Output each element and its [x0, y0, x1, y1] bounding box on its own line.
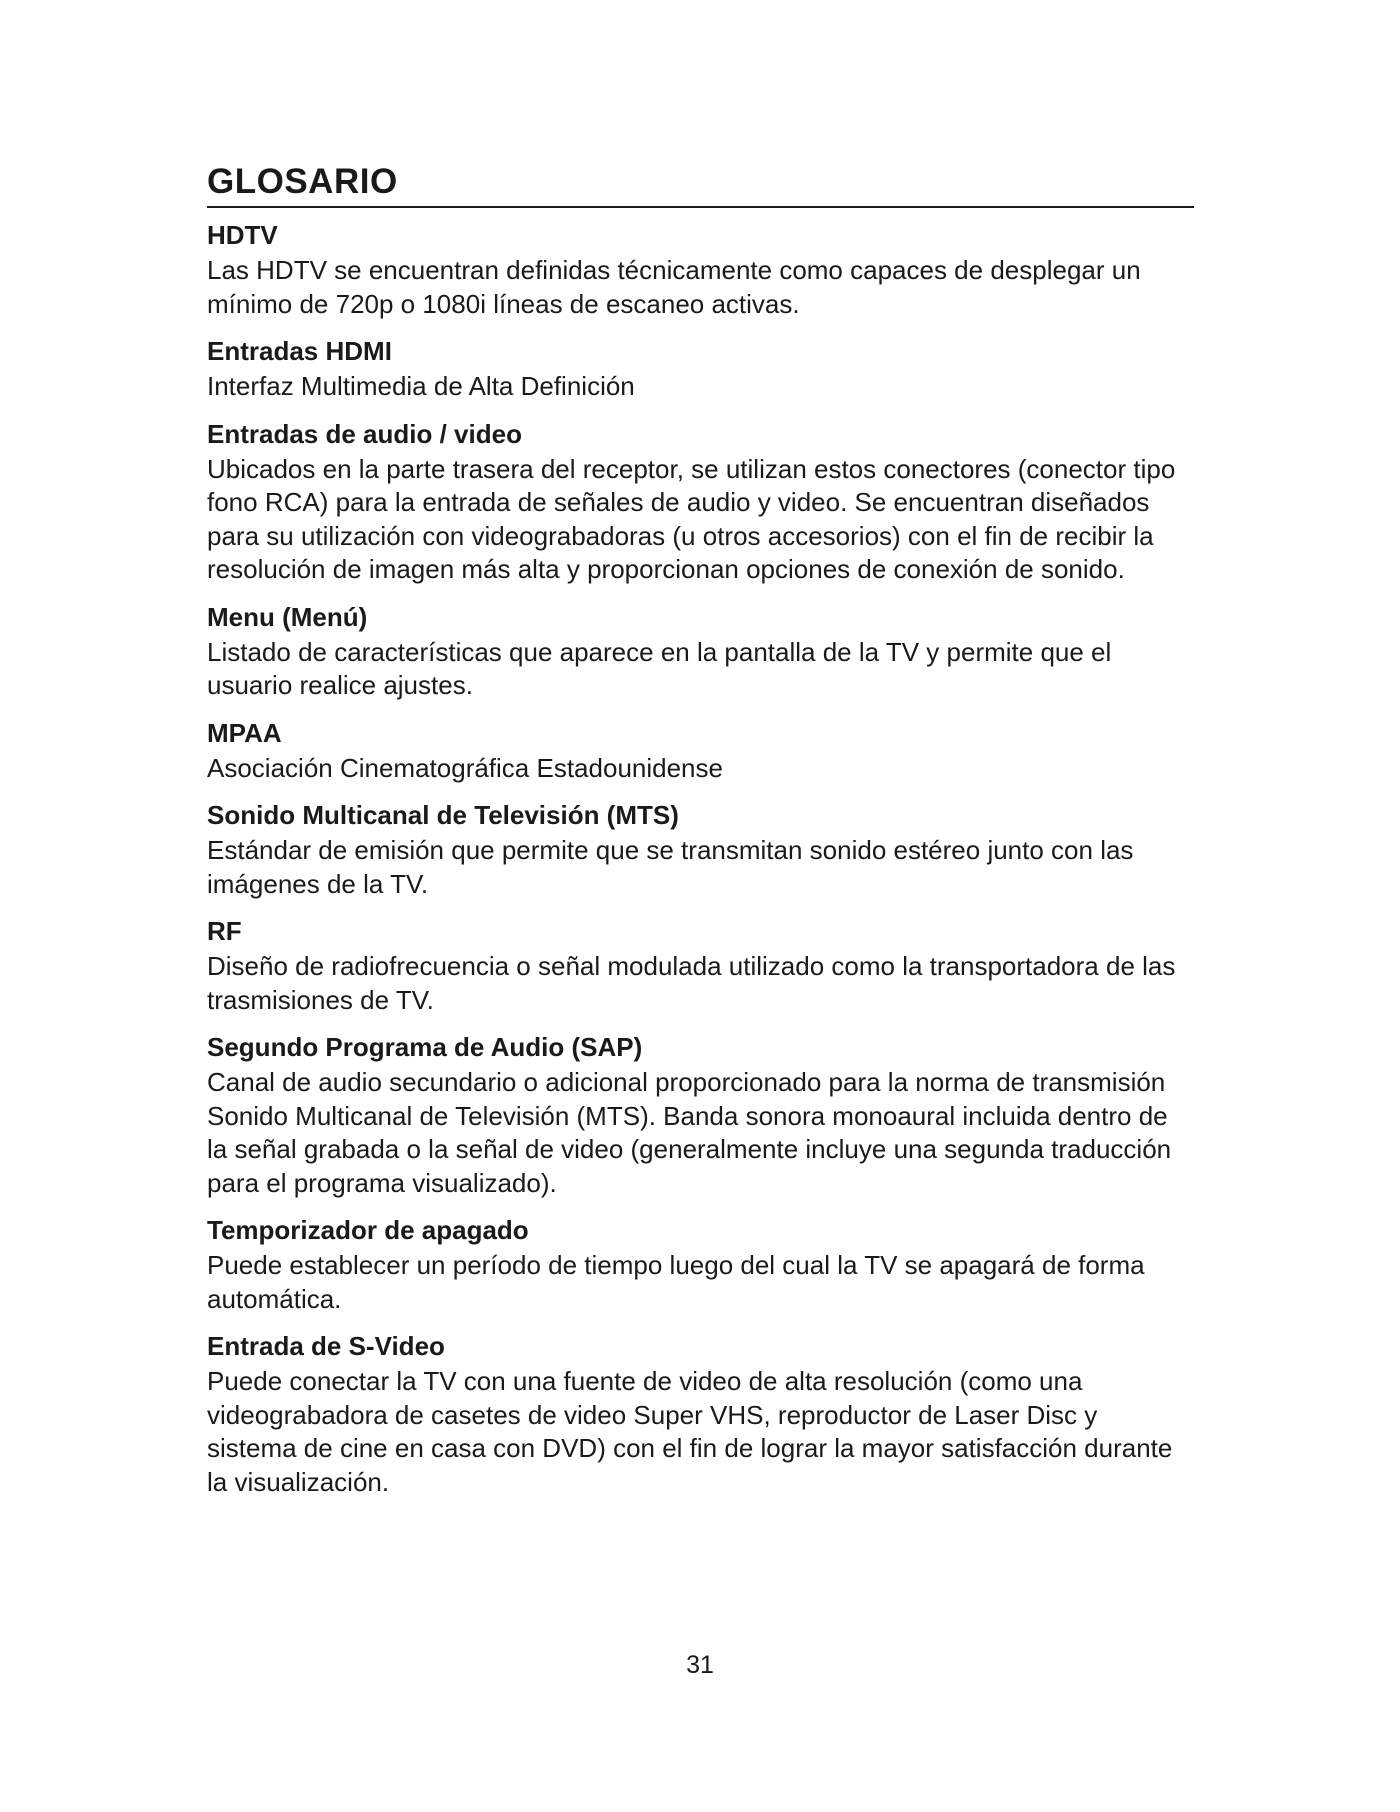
- glossary-entry-audio-video: [207, 417, 1194, 587]
- glossary-term: Menu (Menú): [207, 601, 368, 632]
- glossary-term: Entradas de audio / video: [207, 418, 522, 449]
- glossary-definition: Puede conectar la TV con una fuente de video de alta resolución (como una videograbadora de casetes de video Super VHS, reproductor de Laser Disc y sistema de cine en casa con DVD) con el fin de lograr la mayor satisfacción durante la visualización.: [207, 1366, 1173, 1497]
- glossary-term: RF: [207, 916, 242, 946]
- glossary-entry-sap: [207, 1030, 1194, 1200]
- glossary-definition: Diseño de radiofrecuencia o señal modulada utilizado como la transportadora de las trasmisiones de TV.: [207, 951, 1176, 1015]
- glossary-entry-mpaa: [207, 716, 1194, 786]
- glossary-definition: Listado de características que aparece en la pantalla de la TV y permite que el usuario realice ajustes.: [207, 636, 1112, 700]
- glossary-definition: Interfaz Multimedia de Alta Definición: [207, 371, 635, 401]
- glossary-term: Segundo Programa de Audio (SAP): [207, 1032, 643, 1062]
- glossary-list: [207, 218, 1194, 1499]
- page-title: GLOSARIO: [207, 160, 1194, 208]
- glossary-entry-menu: [207, 600, 1194, 703]
- glossary-entry-hdmi: [207, 334, 1194, 404]
- glossary-page: [207, 160, 1194, 1512]
- glossary-definition: Puede establecer un período de tiempo luego del cual la TV se apagará de forma automática.: [207, 1250, 1145, 1314]
- glossary-term: Sonido Multicanal de Televisión (MTS): [207, 800, 679, 830]
- glossary-definition: Asociación Cinematográfica Estadounidense: [207, 752, 723, 783]
- glossary-term: HDTV: [207, 220, 278, 250]
- glossary-term: Entradas HDMI: [207, 336, 392, 366]
- glossary-entry-s-video: [207, 1329, 1194, 1499]
- glossary-term: MPAA: [207, 717, 282, 748]
- glossary-entry-mts: [207, 798, 1194, 901]
- page-number: 31: [686, 1651, 714, 1679]
- glossary-entry-sleep-timer: [207, 1213, 1194, 1316]
- glossary-definition: Las HDTV se encuentran definidas técnicamente como capaces de desplegar un mínimo de 720p o 1080i líneas de escaneo activas.: [207, 255, 1141, 319]
- glossary-definition: Ubicados en la parte trasera del receptor, se utilizan estos conectores (conector tipo fono RCA) para la entrada de señales de audio y video. Se encuentran diseñados para su utilización con videograbadoras (u otros accesorios) con el fin de recibir la resolución de imagen más alta y proporcionan opciones de conexión de sonido.: [207, 453, 1176, 584]
- glossary-definition: Estándar de emisión que permite que se transmitan sonido estéreo junto con las imágenes de la TV.: [207, 835, 1134, 899]
- glossary-term: Temporizador de apagado: [207, 1215, 529, 1245]
- glossary-term: Entrada de S-Video: [207, 1331, 445, 1361]
- glossary-definition: Canal de audio secundario o adicional proporcionado para la norma de transmisión Sonido Multicanal de Televisión (MTS). Banda sonora monoaural incluida dentro de la señal grabada o la señal de video (generalmente incluye una segunda traducción para el programa visualizado).: [207, 1067, 1172, 1198]
- glossary-entry-rf: [207, 914, 1194, 1017]
- glossary-entry-hdtv: [207, 218, 1194, 321]
